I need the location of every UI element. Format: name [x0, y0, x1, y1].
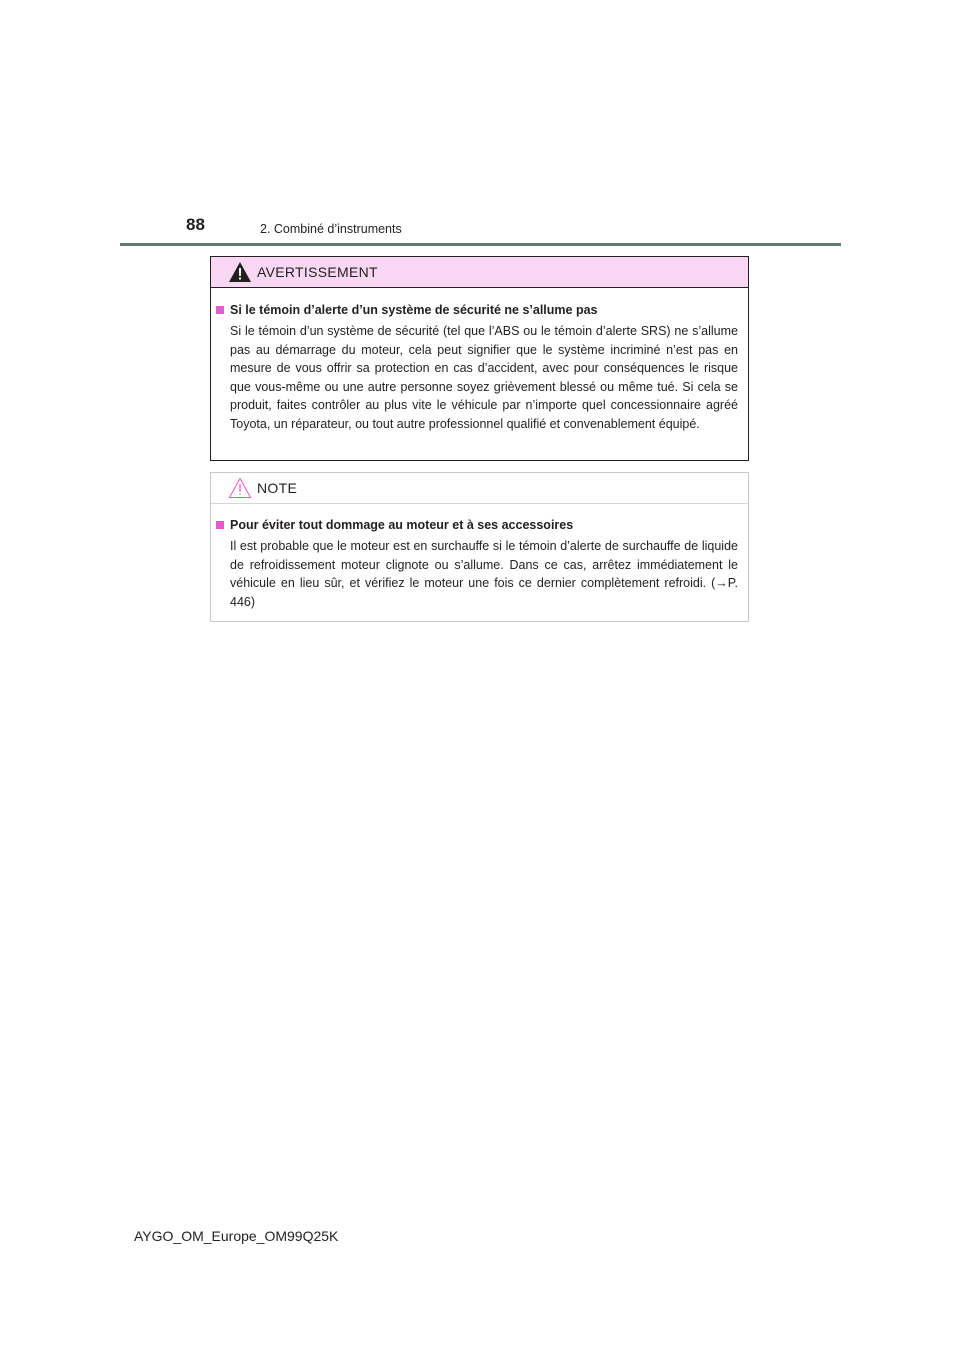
- note-item-title: [216, 518, 738, 532]
- header-rule: [120, 243, 841, 246]
- warning-label: AVERTISSEMENT: [257, 264, 378, 280]
- document-code: AYGO_OM_Europe_OM99Q25K: [134, 1228, 339, 1244]
- section-title: 2. Combiné d’instruments: [260, 222, 402, 236]
- caution-outline-icon: [228, 477, 252, 499]
- note-label: NOTE: [257, 480, 298, 496]
- note-header: [211, 473, 748, 504]
- square-bullet-icon: [216, 521, 224, 529]
- square-bullet-icon: [216, 306, 224, 314]
- note-box: [210, 472, 749, 622]
- note-item-title-text: Pour éviter tout dommage au moteur et à ses accessoires: [230, 518, 574, 532]
- warning-triangle-icon: [228, 261, 252, 283]
- warning-item-text: Si le témoin d’un système de sécurité (tel que l’ABS ou le témoin d’alerte SRS) ne s’allume pas au démarrage du moteur, cela peut signifier que le système incriminé n’est pas en mesure de vous offrir sa protection en cas d’accident, avec pour conséquences le risque que vous-même ou une autre personne soyez grièvement blessé ou même tué. Si cela se produit, faites contrôler au plus vite le véhicule par n’importe quel concessionnaire agréé Toyota, un réparateur, ou tout autre professionnel qualifié et convenablement équipé.: [230, 324, 738, 431]
- warning-header: [211, 257, 748, 288]
- page-number: 88: [186, 215, 205, 234]
- warning-box: [210, 256, 749, 461]
- warning-item-title-text: Si le témoin d’alerte d’un système de sécurité ne s’allume pas: [230, 303, 598, 317]
- note-item-text: Il est probable que le moteur est en surchauffe si le témoin d’alerte de surchauffe de liquide de refroidissement moteur clignote ou s’allume. Dans ce cas, arrêtez immédiatement le véhicule en lieu sûr, et vérifiez le moteur une fois ce dernier complètement refroidi. (→P. 446): [230, 539, 738, 609]
- warning-item-title: [216, 303, 738, 317]
